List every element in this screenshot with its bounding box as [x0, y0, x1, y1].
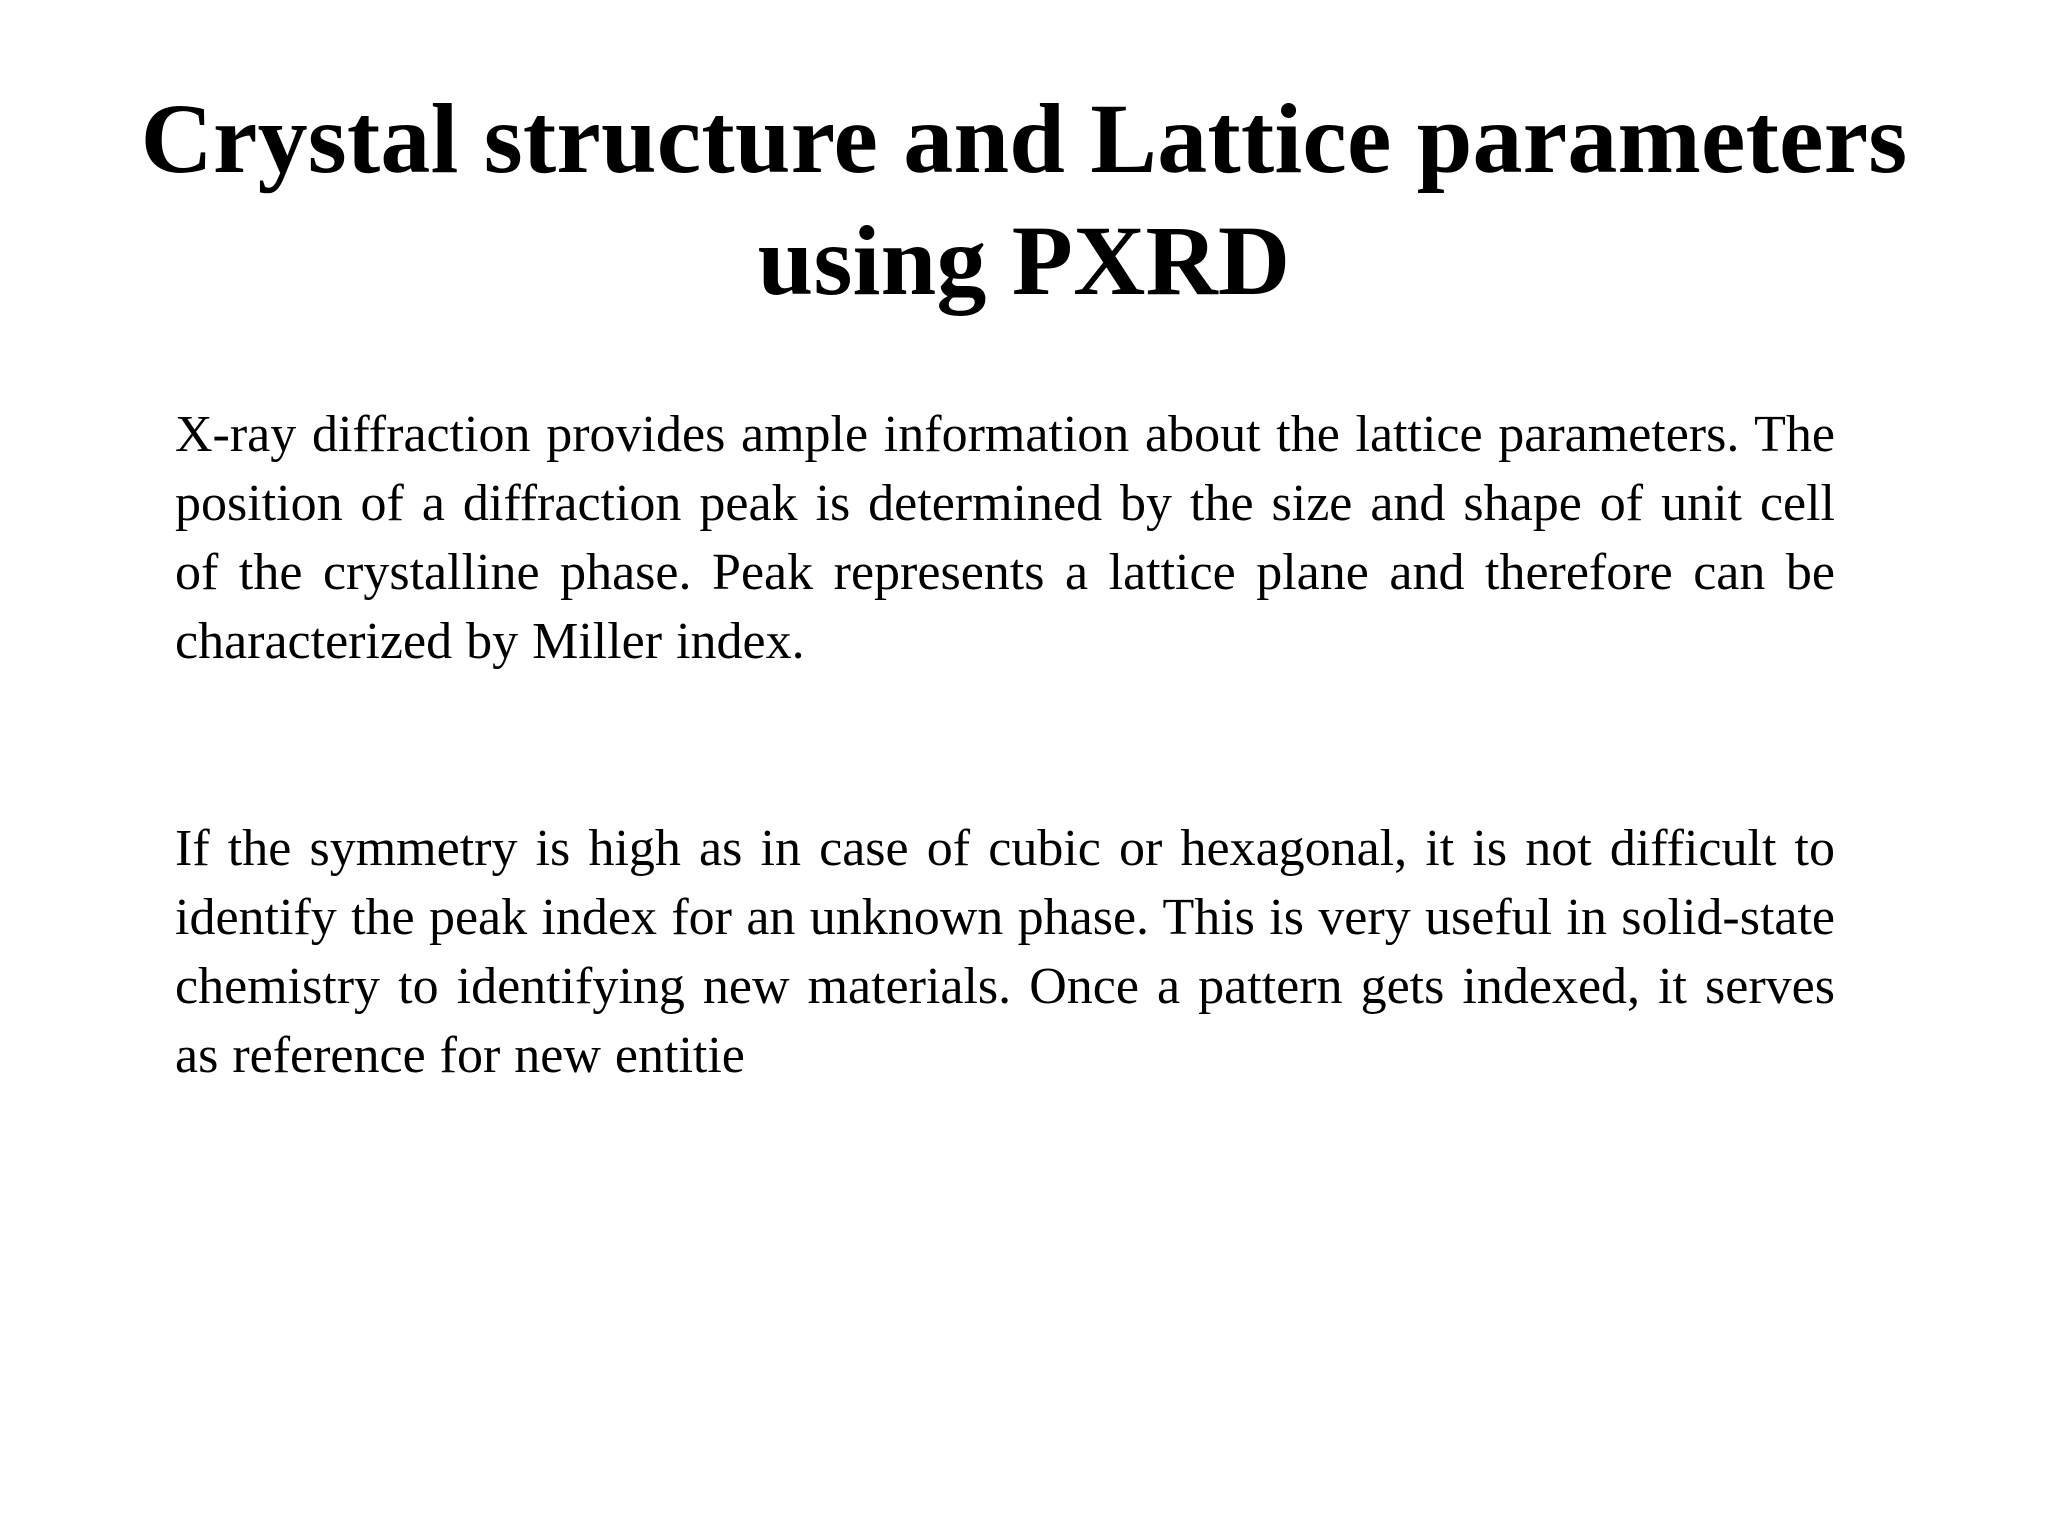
body-paragraph-symmetry: If the symmetry is high as in case of cubic or hexagonal, it is not difficult to identify the peak index for an unknown phase. This is very useful in solid-state chemistry to identifying new materials. Once a pattern gets indexed, it serves as reference for new entitie — [175, 820, 1835, 1084]
body-paragraph-xrd-info: X-ray diffraction provides ample information about the lattice parameters. The position of a diffraction peak is determined by the size and shape of unit cell of the crystalline phase. Peak represents a lattice plane and therefore can be characterized by Miller index. — [175, 406, 1835, 670]
slide-title: Crystal structure and Lattice parameters using PXRD — [140, 83, 1908, 316]
slide-body — [175, 400, 1835, 1090]
